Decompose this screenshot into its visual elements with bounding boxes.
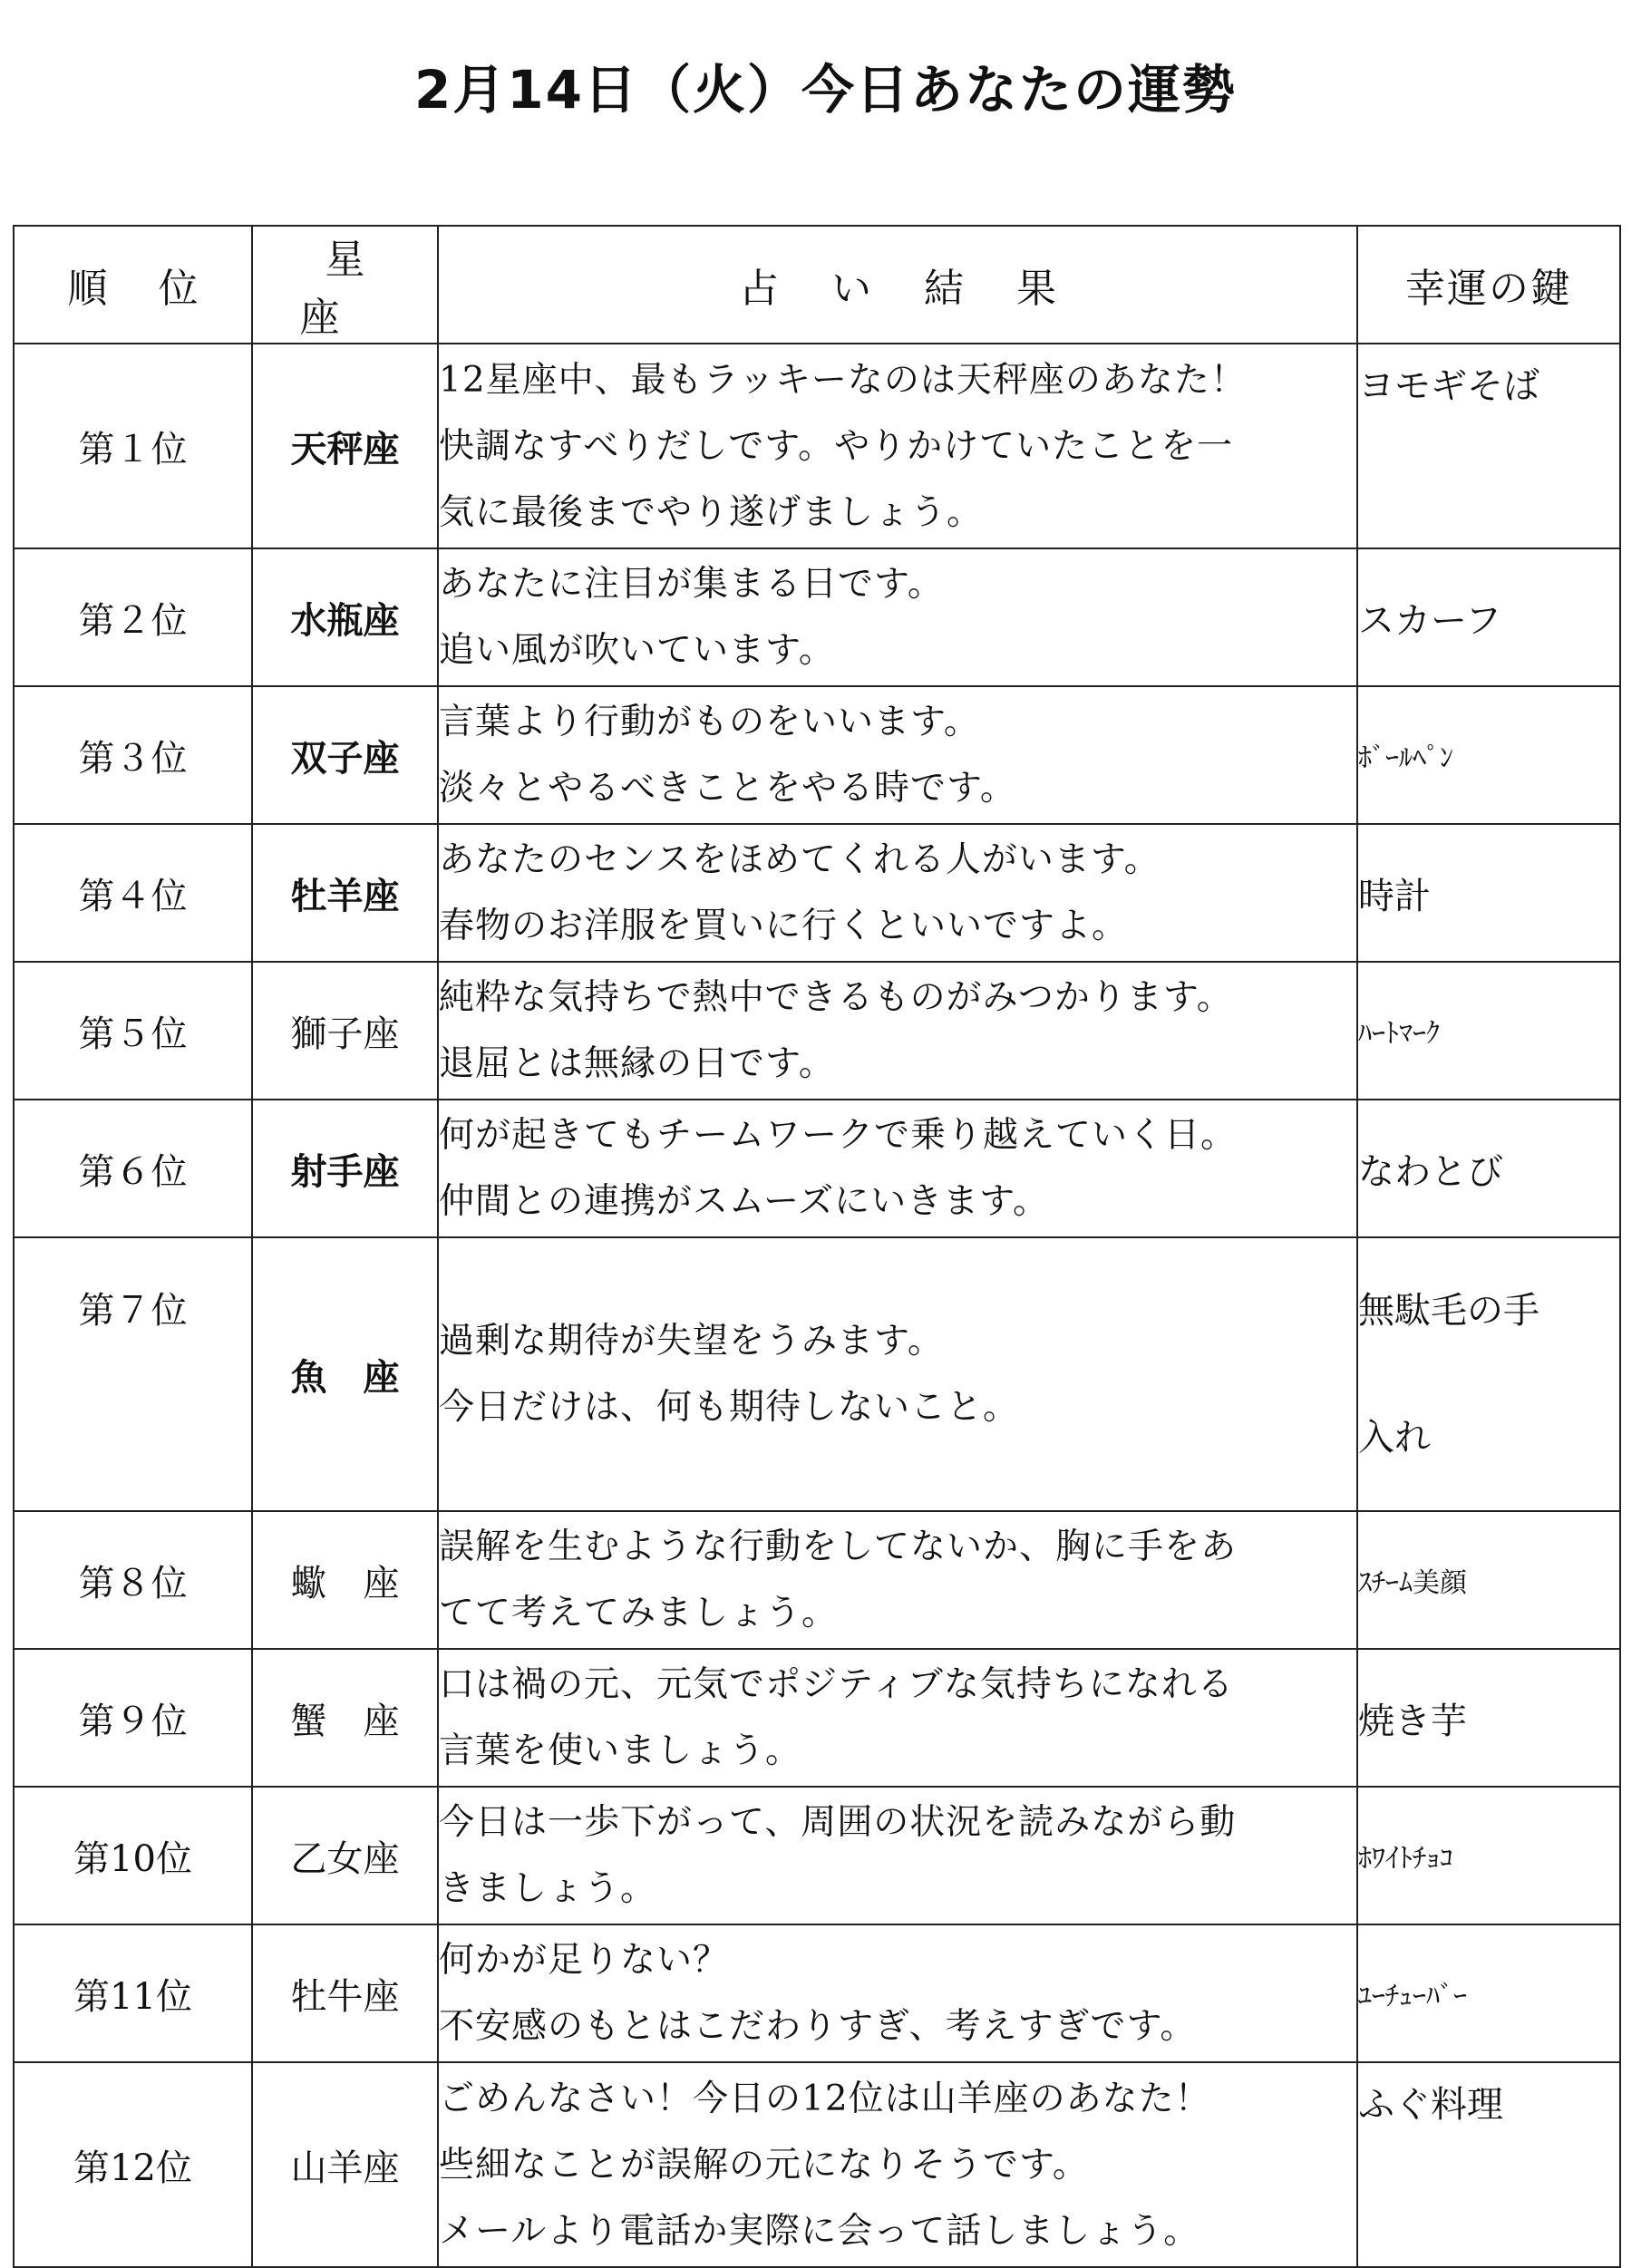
result-line: 追い風が吹いています。 [439,630,835,671]
result-cell [438,824,1357,962]
result-line: 退屈とは無縁の日です。 [439,1043,835,1084]
lucky-key-cell: 焼き芋 [1357,1649,1620,1787]
rank-cell: 第６位 [14,1100,252,1237]
result-line: あなたのセンスをほめてくれる人がいます。 [439,839,1161,880]
sign-cell: 牡牛座 [252,1924,438,2062]
sign-cell: 乙女座 [252,1787,438,1924]
result-line: 誤解を生むような行動をしてないか、胸に手をあ [439,1527,1238,1567]
table-row [14,686,1620,824]
sign-cell: 魚 座 [252,1237,438,1511]
table-row [14,1511,1620,1649]
lucky-key-line: 無駄毛の手 [1358,1290,1539,1332]
table-row [14,1924,1620,2062]
result-line: メールより電話か実際に会って話しましょう。 [439,2210,1200,2252]
table-row [14,344,1620,548]
result-cell [438,548,1357,686]
result-cell [438,1237,1357,1511]
sign-cell: 射手座 [252,1100,438,1237]
table-row [14,2062,1620,2267]
lucky-key-cell: 時計 [1357,824,1620,962]
result-line: 過剰な期待が失望をうみます。 [439,1321,944,1362]
result-cell [438,1649,1357,1787]
rank-cell: 第７位 [14,1237,252,1511]
result-line: 言葉を使いましょう。 [439,1730,802,1771]
header-result: 占い結果 [438,226,1357,344]
result-cell [438,1511,1357,1649]
result-cell [438,1924,1357,2062]
result-line: 快調なすべりだしです。やりかけていたことを一 [439,425,1234,467]
lucky-key-cell: スカーフ [1357,548,1620,686]
result-line: 何かが足りない？ [439,1940,730,1981]
sign-cell: 水瓶座 [252,548,438,686]
result-line: 淡々とやるべきことをやる時です。 [439,768,1016,809]
result-line: 今日は一歩下がって、周囲の状況を読みながら動 [439,1802,1237,1843]
sign-cell: 双子座 [252,686,438,824]
rank-cell: 第10位 [14,1787,252,1924]
rank-cell: 第１位 [14,344,252,548]
sign-cell: 天秤座 [252,344,438,548]
result-cell [438,2062,1357,2267]
lucky-key-cell: ふぐ料理 [1357,2062,1620,2267]
result-line: 不安感のもとはこだわりすぎ、考えすぎです。 [439,2006,1197,2047]
sign-cell: 蠍 座 [252,1511,438,1649]
result-cell [438,1100,1357,1237]
result-line: 今日だけは、何も期待しないこと。 [439,1387,1020,1428]
rank-cell: 第９位 [14,1649,252,1787]
rank-cell: 第12位 [14,2062,252,2267]
result-cell [438,344,1357,548]
result-line: 些細なことが誤解の元になりそうです。 [439,2144,1089,2186]
result-line: きましょう。 [439,1868,657,1909]
rank-cell: 第８位 [14,1511,252,1649]
result-line: 12星座中、最もラッキーなのは天秤座のあなた！ [439,359,1247,401]
result-line: 何が起きてもチームワークで乗り越えていく日。 [439,1115,1238,1156]
table-row [14,1237,1620,1511]
lucky-key-cell: ヨモギそば [1357,344,1620,548]
result-line: 口は禍の元、元気でポジティブな気持ちになれる [439,1664,1234,1705]
result-cell [438,686,1357,824]
fortune-table [13,225,1621,2268]
page-title: 2月14日（火）今日あなたの運勢 [413,59,1238,121]
result-line: 春物のお洋服を買いに行くといいですよ。 [439,906,1129,946]
header-sign: 星座 [252,226,438,344]
rank-cell: 第４位 [14,824,252,962]
result-cell [438,1787,1357,1924]
lucky-key-line: 入れ [1358,1417,1431,1459]
table-row [14,1787,1620,1924]
table-row [14,548,1620,686]
lucky-key-cell: ﾕｰﾁｭｰﾊﾞｰ [1357,1924,1620,2062]
rank-cell: 第３位 [14,686,252,824]
header-rank: 順位 [14,226,252,344]
sign-cell: 獅子座 [252,962,438,1100]
result-line: あなたに注目が集まる日です。 [439,564,944,605]
result-line: ごめんなさい！今日の12位は山羊座のあなた！ [439,2078,1211,2119]
result-line: 純粋な気持ちで熱中できるものがみつかります。 [439,977,1233,1018]
rank-cell: 第５位 [14,962,252,1100]
result-cell [438,962,1357,1100]
result-line: 言葉より行動がものをいいます。 [439,702,980,742]
result-line: てて考えてみましょう。 [439,1593,839,1633]
table-row [14,1100,1620,1237]
table-row [14,824,1620,962]
table-row [14,1649,1620,1787]
lucky-key-cell: ﾎﾜｲﾄﾁｮｺ [1357,1787,1620,1924]
table-row [14,962,1620,1100]
result-line: 気に最後までやり遂げましょう。 [439,491,984,533]
result-line: 仲間との連携がスムーズにいきます。 [439,1181,1049,1222]
lucky-key-cell: ﾊｰﾄﾏｰｸ [1357,962,1620,1100]
lucky-key-cell: ｽﾁｰﾑ美顔 [1357,1511,1620,1649]
table-header-row [14,226,1620,344]
lucky-key-cell: ﾎﾞｰﾙﾍﾟﾝ [1357,686,1620,824]
header-lucky-key: 幸運の鍵 [1357,226,1620,344]
sign-cell: 山羊座 [252,2062,438,2267]
rank-cell: 第11位 [14,1924,252,2062]
rank-cell: 第２位 [14,548,252,686]
sign-cell: 蟹 座 [252,1649,438,1787]
sign-cell: 牡羊座 [252,824,438,962]
lucky-key-cell: なわとび [1357,1100,1620,1237]
lucky-key-cell [1357,1237,1620,1511]
